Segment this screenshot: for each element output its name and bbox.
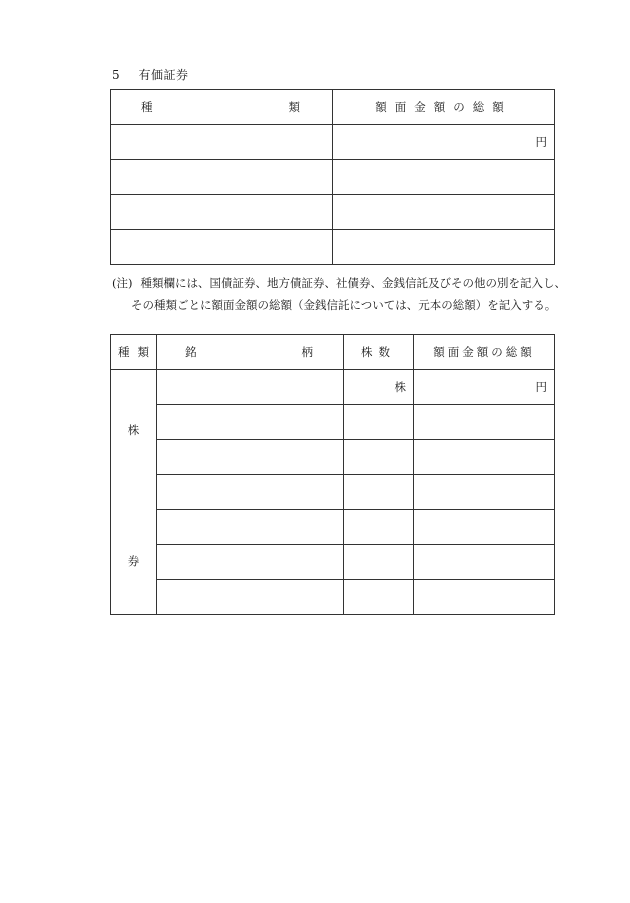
brand-cell[interactable] — [157, 545, 344, 580]
header-type-left: 種 — [141, 100, 153, 114]
shares-cell[interactable] — [344, 510, 414, 545]
note-line-1 — [112, 272, 566, 294]
section-number: 5 — [112, 68, 121, 82]
shares-cell[interactable] — [344, 580, 414, 615]
table-row — [111, 405, 555, 440]
header-total-face-value: 額面金額の総額 — [333, 90, 555, 125]
kind-label-top: 株 — [127, 423, 140, 437]
section-title: 有価証券 — [138, 68, 189, 82]
table-row — [111, 510, 555, 545]
total-cell[interactable] — [333, 125, 555, 160]
note-line-2: その種類ごとに額面金額の総額（金銭信託については、元本の総額）を記入する。 — [131, 298, 557, 312]
total-cell[interactable] — [414, 545, 555, 580]
note-lead: (注) — [112, 276, 133, 290]
securities-table — [110, 89, 555, 265]
section-heading — [112, 66, 188, 83]
header-kind-right: 類 — [137, 345, 149, 359]
header-brand — [157, 335, 344, 370]
unit-yen: 円 — [535, 380, 547, 394]
unit-shares: 株 — [394, 380, 406, 394]
header-type — [111, 90, 333, 125]
table-row — [111, 125, 555, 160]
header-brand-right: 柄 — [301, 345, 313, 359]
table-row — [111, 370, 555, 405]
header-kind — [111, 335, 157, 370]
brand-cell[interactable] — [157, 370, 344, 405]
header-brand-left: 銘 — [185, 345, 197, 359]
table-row — [111, 440, 555, 475]
brand-cell[interactable] — [157, 405, 344, 440]
table-row — [111, 230, 555, 265]
note-text-1: 種類欄には、国債証券、地方債証券、社債券、金銭信託及びその他の別を記入し、 — [140, 276, 566, 290]
kind-label-bottom: 券 — [127, 554, 140, 568]
unit-yen: 円 — [535, 135, 547, 149]
shares-cell[interactable] — [344, 405, 414, 440]
total-cell[interactable] — [414, 440, 555, 475]
header-kind-left: 種 — [118, 345, 130, 359]
type-cell[interactable] — [111, 230, 333, 265]
total-cell[interactable] — [333, 195, 555, 230]
table-row — [111, 160, 555, 195]
brand-cell[interactable] — [157, 510, 344, 545]
total-cell[interactable] — [414, 475, 555, 510]
table-header-row — [111, 90, 555, 125]
note — [112, 272, 566, 316]
table-row — [111, 195, 555, 230]
stocks-table — [110, 334, 555, 615]
kind-cell-stock — [111, 370, 157, 615]
brand-cell[interactable] — [157, 580, 344, 615]
header-type-right: 類 — [288, 100, 300, 114]
total-cell[interactable] — [414, 370, 555, 405]
shares-cell[interactable] — [344, 475, 414, 510]
type-cell[interactable] — [111, 195, 333, 230]
shares-cell[interactable] — [344, 370, 414, 405]
type-cell[interactable] — [111, 160, 333, 195]
brand-cell[interactable] — [157, 440, 344, 475]
table-header-row — [111, 335, 555, 370]
header-shares: 株数 — [344, 335, 414, 370]
shares-cell[interactable] — [344, 440, 414, 475]
table-row — [111, 475, 555, 510]
brand-cell[interactable] — [157, 475, 344, 510]
total-cell[interactable] — [414, 405, 555, 440]
type-cell[interactable] — [111, 125, 333, 160]
total-cell[interactable] — [414, 510, 555, 545]
total-cell[interactable] — [333, 230, 555, 265]
table-row — [111, 545, 555, 580]
total-cell[interactable] — [414, 580, 555, 615]
header-total-face-value: 額面金額の総額 — [414, 335, 555, 370]
shares-cell[interactable] — [344, 545, 414, 580]
table-row — [111, 580, 555, 615]
total-cell[interactable] — [333, 160, 555, 195]
